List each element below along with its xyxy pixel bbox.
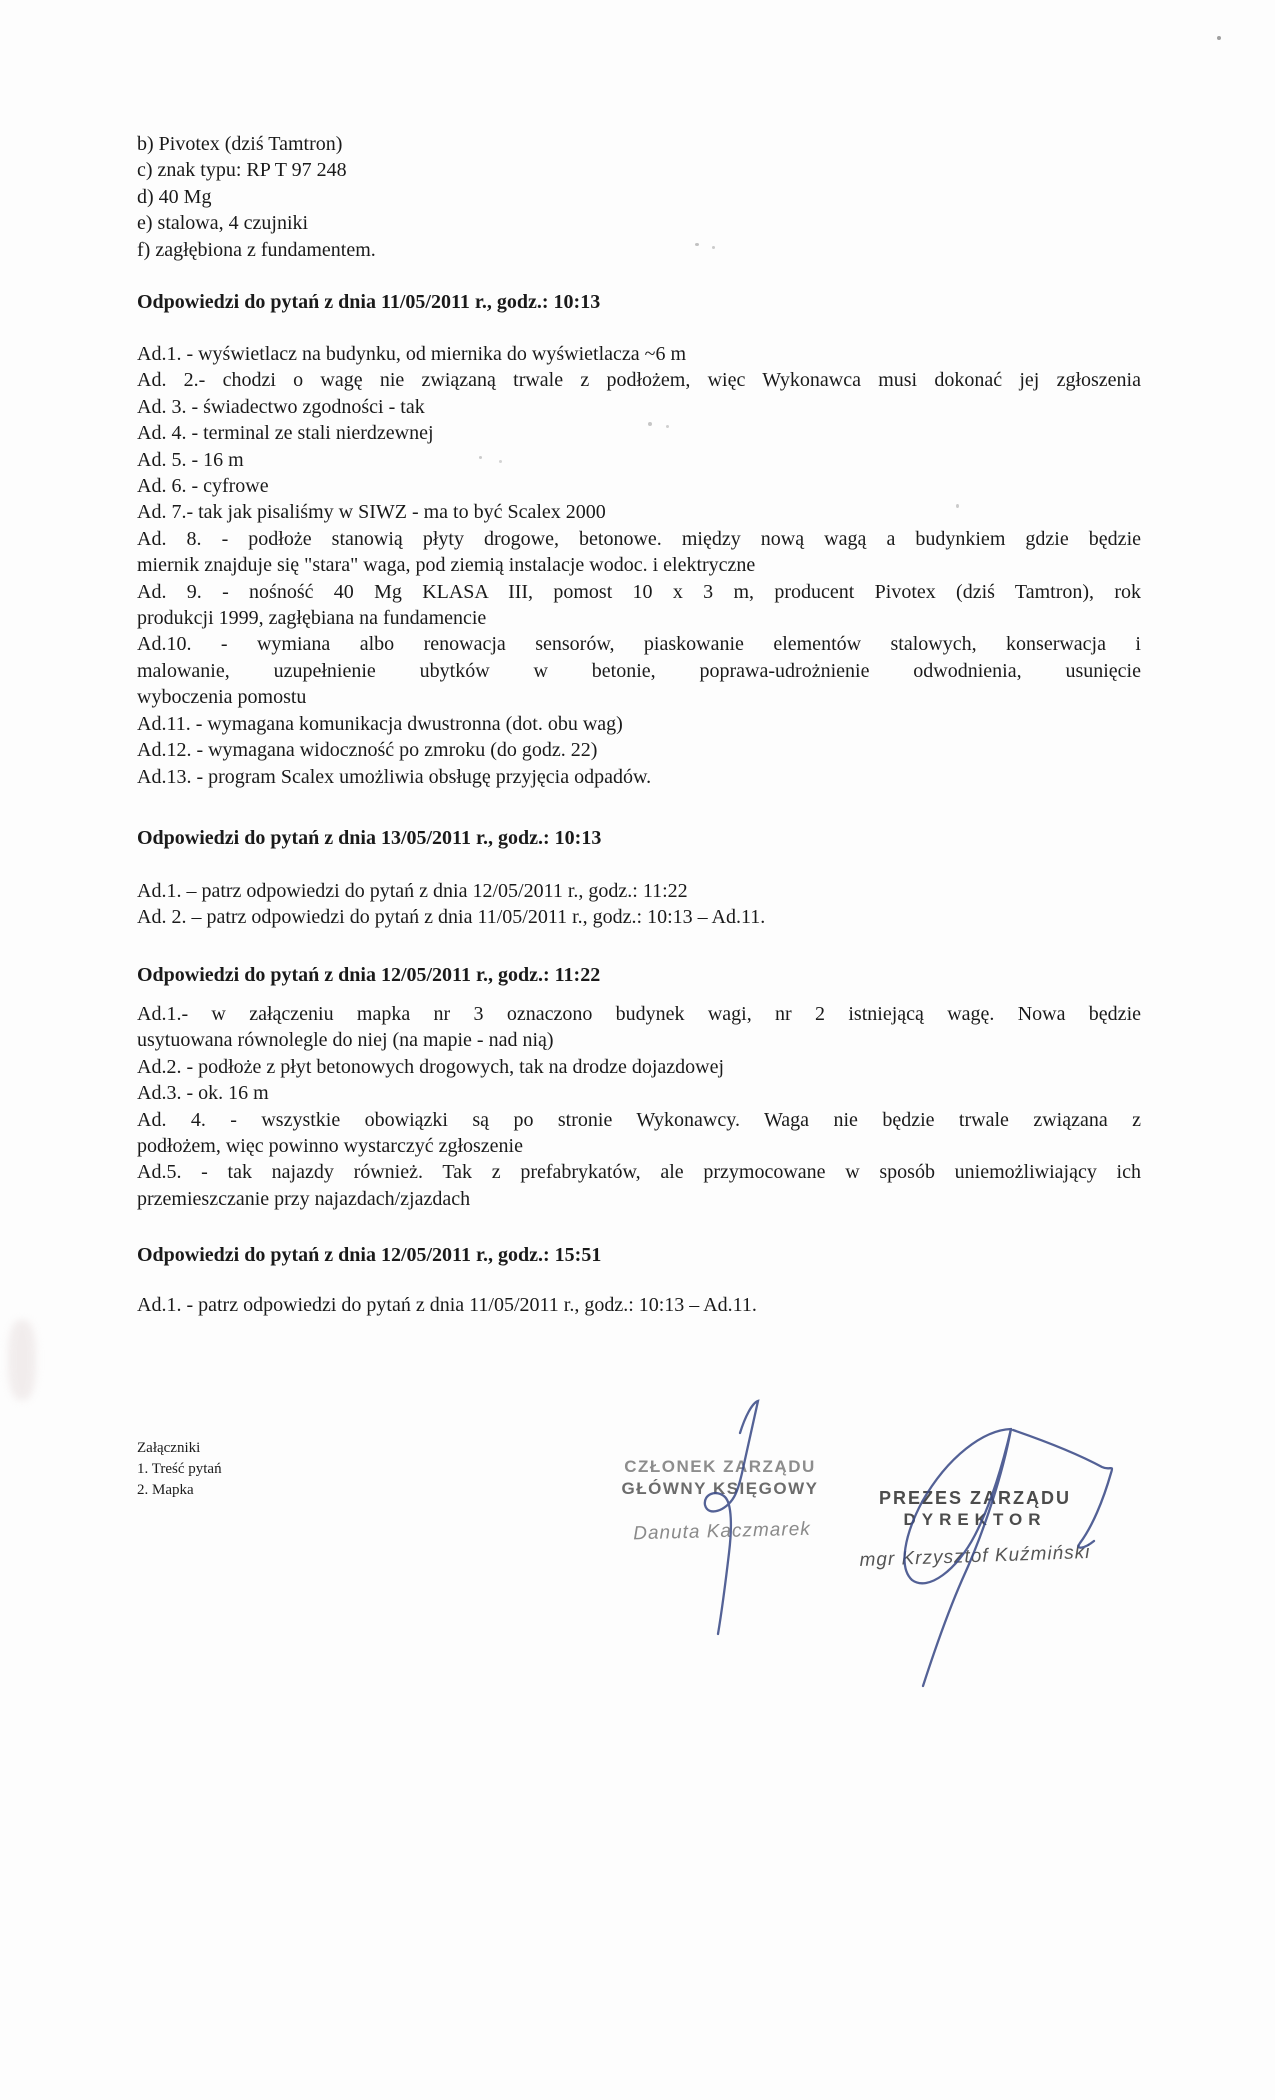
answer-line: Ad. 2.- chodzi o wagę nie związaną trwale z podłożem, więc Wykonawca musi dokonać jej zgłoszenia (137, 369, 1141, 392)
stamp-right-line2: DYREKTOR (903, 1510, 1047, 1529)
intro-line: f) zagłębiona z fundamentem. (137, 238, 376, 261)
answer-line: Ad.3. - ok. 16 m (137, 1082, 269, 1105)
stamp-left-line1: CZŁONEK ZARZĄDU (624, 1457, 816, 1476)
section-heading: Odpowiedzi do pytań z dnia 12/05/2011 r., godz.: 11:22 (137, 964, 601, 986)
answer-line: wyboczenia pomostu (137, 686, 307, 709)
scan-speck (499, 460, 502, 463)
signature-left-stroke (705, 1401, 758, 1634)
scan-speck (712, 246, 715, 249)
answers-block (137, 1001, 1141, 1212)
answer-line: Ad.10. - wymiana albo renowacja sensorów, piaskowanie elementów stalowych, konserwacja i (137, 633, 1141, 656)
scan-speck (956, 504, 959, 508)
answer-line: Ad. 7.- tak jak pisaliśmy w SIWZ - ma to być Scalex 2000 (137, 501, 606, 524)
scan-speck (479, 456, 482, 459)
answer-line: Ad.1.- w załączeniu mapka nr 3 oznaczono budynek wagi, nr 2 istniejącą wagę. Nowa będzie (137, 1003, 1141, 1025)
intro-line: d) 40 Mg (137, 185, 212, 208)
section-heading: Odpowiedzi do pytań z dnia 11/05/2011 r., godz.: 10:13 (137, 291, 601, 313)
answer-line: usytuowana równolegle do niej (na mapie - nad nią) (137, 1029, 554, 1052)
answer-line: Ad. 2. – patrz odpowiedzi do pytań z dnia 11/05/2011 r., godz.: 10:13 – Ad.11. (137, 906, 766, 929)
answer-line: Ad.5. - tak najazdy również. Tak z prefabrykatów, ale przymocowane w sposób uniemożliwiający ich (137, 1161, 1141, 1184)
stamp-left-line2: GŁÓWNY KSIĘGOWY (621, 1479, 819, 1498)
attachments-title: Załączniki (137, 1440, 201, 1456)
answer-line: przemieszczanie przy najazdach/zjazdach (137, 1187, 471, 1210)
signature-name-left: Danuta Kaczmarek (632, 1518, 812, 1545)
attachments-list (137, 1438, 437, 1501)
answer-line: Ad. 6. - cyfrowe (137, 475, 269, 498)
answer-line: Ad. 4. - wszystkie obowiązki są po stronie Wykonawcy. Waga nie będzie trwale związana z (137, 1108, 1141, 1131)
answers-block (137, 1292, 1141, 1318)
attachment-item: 1. Treść pytań (137, 1461, 222, 1477)
answer-line: Ad.11. - wymagana komunikacja dwustronna (dot. obu wag) (137, 712, 623, 735)
answer-line: Ad.2. - podłoże z płyt betonowych drogowych, tak na drodze dojazdowej (137, 1055, 725, 1078)
answer-line: podłożem, więc powinno wystarczyć zgłoszenie (137, 1135, 523, 1158)
section-heading: Odpowiedzi do pytań z dnia 12/05/2011 r., godz.: 15:51 (137, 1244, 602, 1266)
answer-line: miernik znajduje się "stara" waga, pod ziemią instalacje wodoc. i elektryczne (137, 554, 756, 577)
scan-speck (695, 243, 699, 246)
scan-smudge (8, 1320, 36, 1400)
answer-line: Ad. 4. - terminal ze stali nierdzewnej (137, 422, 434, 445)
scan-speck (666, 425, 669, 428)
answer-line: Ad. 5. - 16 m (137, 448, 244, 471)
scan-speck (1217, 36, 1221, 40)
scan-speck (648, 422, 652, 426)
stamp-right (855, 1487, 1095, 1531)
answer-line: Ad.13. - program Scalex umożliwia obsługę przyjęcia odpadów. (137, 765, 652, 788)
attachment-item: 2. Mapka (137, 1482, 194, 1498)
stamp-right-line1: PREZES ZARZĄDU (878, 1488, 1071, 1508)
intro-list (137, 131, 1141, 263)
answer-line: Ad. 8. - podłoże stanowią płyty drogowe, betonowe. między nową wagą a budynkiem gdzie będzie (137, 527, 1141, 550)
answers-block (137, 878, 1141, 931)
answers-block (137, 341, 1141, 790)
answer-line: produkcji 1999, zagłębiana na fundamencie (137, 607, 487, 630)
answer-line: Ad. 9. - nośność 40 Mg KLASA III, pomost 10 x 3 m, producent Pivotex (dziś Tamtron), rok (137, 580, 1141, 603)
intro-line: e) stalowa, 4 czujniki (137, 212, 309, 235)
section-heading: Odpowiedzi do pytań z dnia 13/05/2011 r., godz.: 10:13 (137, 827, 602, 849)
intro-line: b) Pivotex (dziś Tamtron) (137, 133, 343, 155)
answer-line: Ad.12. - wymagana widoczność po zmroku (do godz. 22) (137, 739, 598, 762)
stamp-left (600, 1456, 840, 1500)
answer-line: Ad. 3. - świadectwo zgodności - tak (137, 395, 425, 418)
answer-line: Ad.1. - wyświetlacz na budynku, od miernika do wyświetlacza ~6 m (137, 343, 687, 365)
signature-name-right: mgr Krzysztof Kuźmiński (859, 1541, 1091, 1572)
intro-line: c) znak typu: RP T 97 248 (137, 159, 347, 182)
answer-line: Ad.1. - patrz odpowiedzi do pytań z dnia 11/05/2011 r., godz.: 10:13 – Ad.11. (137, 1294, 757, 1316)
answer-line: Ad.1. – patrz odpowiedzi do pytań z dnia 12/05/2011 r., godz.: 11:22 (137, 880, 688, 902)
answer-line: malowanie, uzupełnienie ubytków w betonie, poprawa-udrożnienie odwodnienia, usunięcie (137, 659, 1141, 682)
